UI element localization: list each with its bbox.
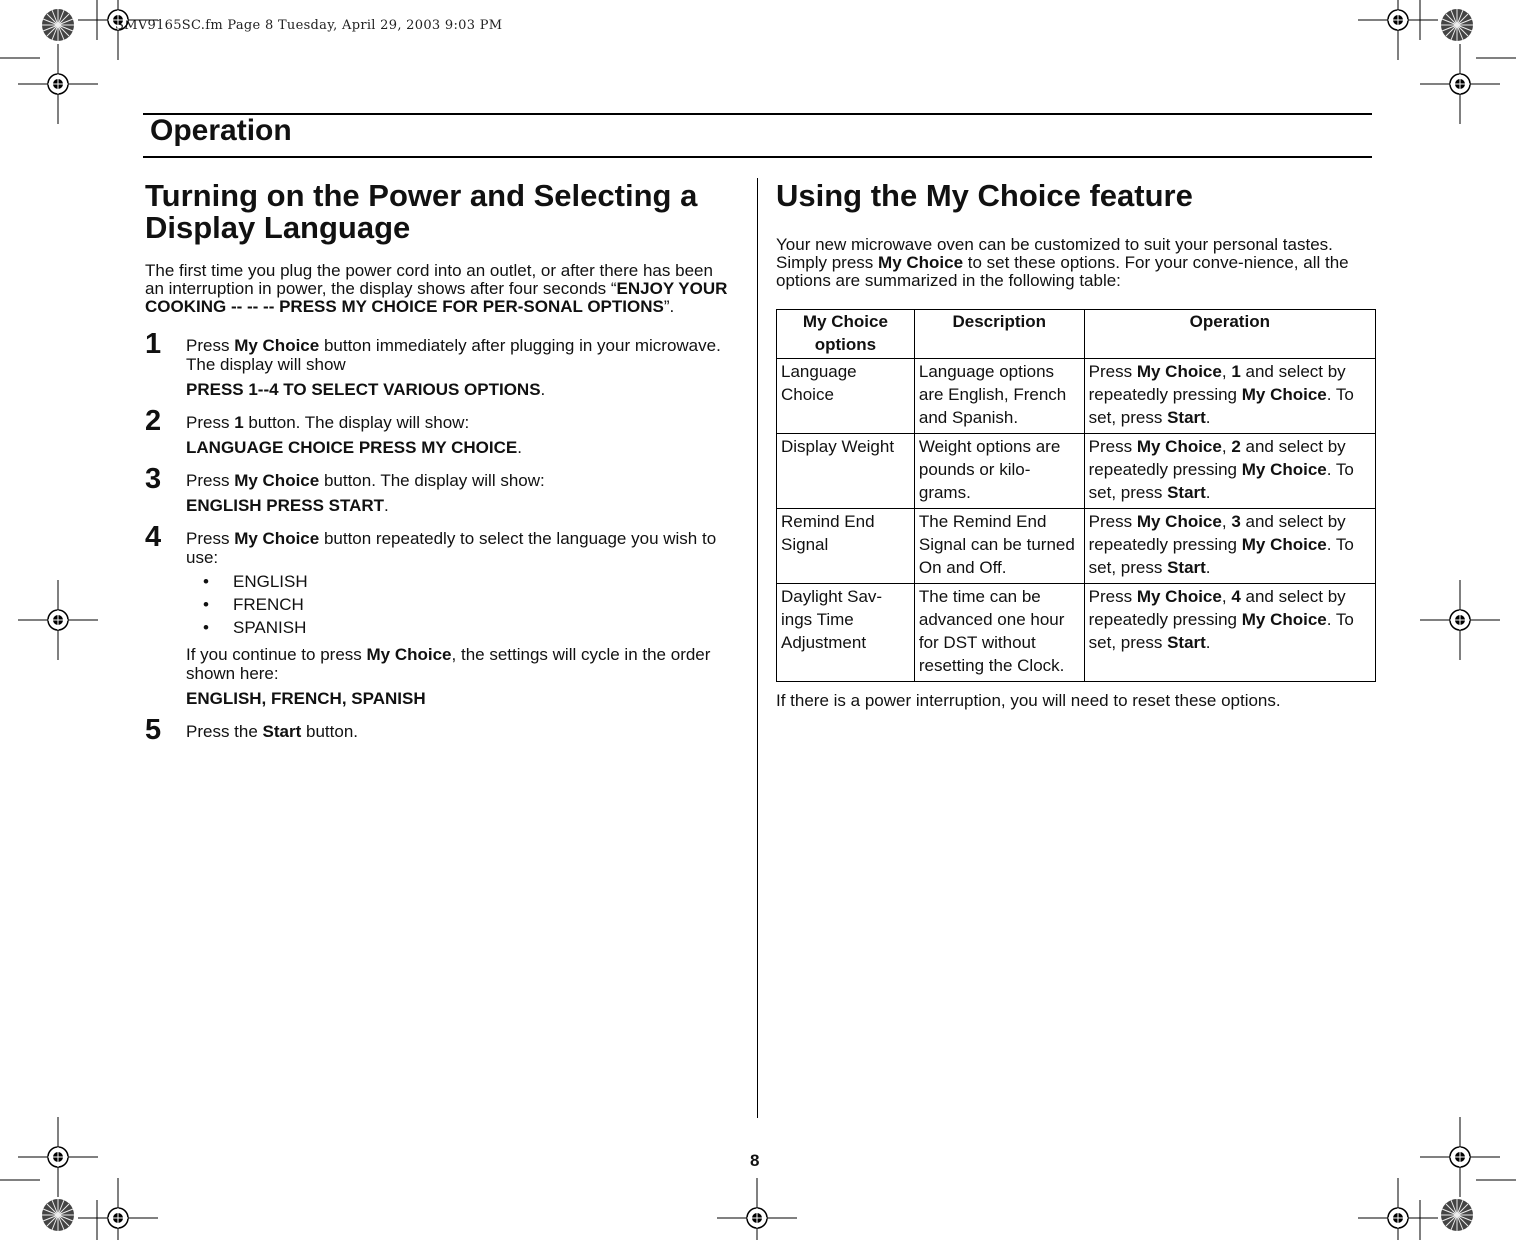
power-interruption-note: If there is a power interruption, you will need to reset these options. bbox=[776, 691, 1281, 710]
crosshair-icon bbox=[18, 1117, 98, 1197]
op-button: My Choice bbox=[1241, 460, 1327, 479]
step-display-end: . bbox=[517, 438, 522, 457]
step-text-post: button. The display will show: bbox=[319, 471, 545, 490]
op-text: , bbox=[1221, 362, 1232, 381]
step-number: 3 bbox=[145, 463, 162, 495]
op-text: Press bbox=[1088, 362, 1137, 381]
crosshair-icon bbox=[78, 0, 158, 60]
op-button: My Choice bbox=[1136, 512, 1222, 531]
left-intro-text: The first time you plug the power cord into an outlet, or after there has been an interruption in power, the display shows after four seconds “ bbox=[145, 261, 713, 298]
step-text-post: button immediately after plugging in your microwave. The display will show bbox=[186, 336, 721, 374]
op-text: , bbox=[1221, 437, 1232, 456]
left-intro-display-message: ENJOY YOUR COOKING -- -- -- PRESS MY CHOICE FOR PER-SONAL OPTIONS bbox=[145, 279, 728, 316]
op-start: Start bbox=[1167, 558, 1206, 577]
op-start: Start bbox=[1167, 633, 1206, 652]
op-button: My Choice bbox=[1241, 610, 1327, 629]
op-text: Press bbox=[1088, 587, 1137, 606]
step-text-post: button repeatedly to select the language you wish to use: bbox=[186, 529, 717, 567]
op-text: . bbox=[1326, 535, 1332, 554]
registration-mark-icon bbox=[1441, 1199, 1473, 1231]
op-button: My Choice bbox=[1136, 362, 1222, 381]
option-cell: Remind End Signal bbox=[777, 509, 915, 584]
crosshair-icon bbox=[1420, 44, 1500, 124]
op-button: My Choice bbox=[1241, 535, 1327, 554]
step-text-pre: Press bbox=[186, 529, 235, 548]
page-number: 8 bbox=[750, 1151, 760, 1170]
description-cell: The time can be advanced one hour for DST without resetting the Clock. bbox=[914, 584, 1084, 682]
cycle-display-text: ENGLISH, FRENCH, SPANISH bbox=[186, 689, 426, 708]
step-text-pre: Press bbox=[186, 336, 235, 355]
op-text: To set, press bbox=[1088, 535, 1354, 577]
step-number: 1 bbox=[145, 328, 162, 360]
step-text-post: button. The display will show: bbox=[243, 413, 470, 432]
step-display-value: PRESS 1--4 TO SELECT VARIOUS OPTIONS bbox=[186, 380, 541, 399]
op-number: 3 bbox=[1231, 512, 1241, 531]
step-button-name: My Choice bbox=[234, 471, 320, 490]
op-start: Start bbox=[1167, 483, 1206, 502]
step-text-pre: Press bbox=[186, 413, 235, 432]
crosshair-icon bbox=[18, 580, 98, 660]
list-item: • SPANISH bbox=[203, 616, 735, 639]
column-header-description: Description bbox=[914, 310, 1084, 359]
section-title: Operation bbox=[150, 114, 292, 147]
crosshair-icon bbox=[18, 44, 98, 124]
option-cell: Display Weight bbox=[777, 434, 915, 509]
list-item: • ENGLISH bbox=[203, 570, 735, 593]
op-text: . bbox=[1326, 460, 1332, 479]
column-header-operation: Operation bbox=[1084, 310, 1375, 359]
step-display-end: . bbox=[540, 380, 546, 399]
op-button: My Choice bbox=[1136, 437, 1222, 456]
step-display-end: . bbox=[384, 496, 389, 515]
op-text: . bbox=[1326, 610, 1332, 629]
op-text: Press bbox=[1088, 512, 1137, 531]
op-number: 1 bbox=[1231, 362, 1241, 381]
crosshair-icon bbox=[1420, 1117, 1500, 1197]
op-text: . bbox=[1205, 483, 1211, 502]
op-text: To set, press bbox=[1088, 385, 1354, 427]
op-text: and select by repeatedly pressing bbox=[1088, 587, 1346, 629]
cycle-note-button: My Choice bbox=[366, 645, 452, 664]
step-button-name: 1 bbox=[234, 413, 244, 432]
cycle-note-pre: If you continue to press bbox=[186, 645, 367, 664]
op-text: and select by repeatedly pressing bbox=[1088, 512, 1346, 554]
cycle-note-post: , the settings will cycle in the order shown here: bbox=[186, 645, 711, 683]
op-text: , bbox=[1221, 512, 1232, 531]
registration-mark-icon bbox=[42, 1199, 74, 1231]
crosshair-icon bbox=[1358, 0, 1438, 60]
step-text-pre: Press bbox=[186, 471, 235, 490]
crosshair-icon bbox=[1358, 1178, 1438, 1240]
registration-mark-icon bbox=[42, 9, 74, 41]
crosshair-icon bbox=[717, 1178, 797, 1240]
registration-mark-icon bbox=[1441, 9, 1473, 41]
step-text-post: button. bbox=[301, 722, 358, 741]
right-intro-button: My Choice bbox=[878, 253, 964, 272]
description-cell: Weight options are pounds or kilo-grams. bbox=[914, 434, 1084, 509]
op-button: My Choice bbox=[1241, 385, 1327, 404]
op-text: and select by repeatedly pressing bbox=[1088, 362, 1346, 404]
step-display-value: ENGLISH PRESS START bbox=[186, 496, 385, 515]
description-cell: Language options are English, French and Spanish. bbox=[914, 359, 1084, 434]
left-intro-end: ”. bbox=[663, 297, 675, 316]
op-button: My Choice bbox=[1136, 587, 1222, 606]
step-number: 2 bbox=[145, 405, 162, 437]
op-text: and select by repeatedly pressing bbox=[1088, 437, 1346, 479]
op-text: . bbox=[1205, 633, 1211, 652]
step-number: 4 bbox=[145, 521, 162, 553]
crosshair-icon bbox=[78, 1178, 158, 1240]
right-heading: Using the My Choice feature bbox=[776, 178, 1193, 213]
op-number: 4 bbox=[1231, 587, 1241, 606]
op-number: 2 bbox=[1231, 437, 1241, 456]
list-item: • FRENCH bbox=[203, 593, 735, 616]
step-button-name: Start bbox=[262, 722, 302, 741]
option-cell: Language Choice bbox=[777, 359, 915, 434]
op-text: . bbox=[1205, 408, 1211, 427]
op-text: . bbox=[1205, 558, 1211, 577]
column-header-options: My Choice options bbox=[777, 310, 915, 359]
op-text: . bbox=[1326, 385, 1332, 404]
right-intro-pre: Your new microwave oven can be customized to suit your personal tastes. Simply press bbox=[776, 235, 1333, 272]
option-cell: Daylight Sav-ings Time Adjustment bbox=[777, 584, 915, 682]
op-text: Press bbox=[1088, 437, 1137, 456]
op-text: To set, press bbox=[1088, 460, 1354, 502]
step-button-name: My Choice bbox=[234, 529, 320, 548]
op-text: To set, press bbox=[1088, 610, 1354, 652]
step-display-value: LANGUAGE CHOICE PRESS MY CHOICE bbox=[186, 438, 518, 457]
op-start: Start bbox=[1167, 408, 1206, 427]
print-header: SMV9165SC.fm Page 8 Tuesday, April 29, 2003 9:03 PM bbox=[115, 18, 503, 33]
left-heading: Turning on the Power and Selecting a Display Language bbox=[145, 178, 698, 245]
op-text: , bbox=[1221, 587, 1232, 606]
step-number: 5 bbox=[145, 714, 162, 746]
crosshair-icon bbox=[1420, 580, 1500, 660]
step-button-name: My Choice bbox=[234, 336, 320, 355]
right-intro-post: to set these options. For your conve-nience, all the options are summarized in the following table: bbox=[776, 253, 1349, 290]
description-cell: The Remind End Signal can be turned On and Off. bbox=[914, 509, 1084, 584]
step-text-pre: Press the bbox=[186, 722, 263, 741]
